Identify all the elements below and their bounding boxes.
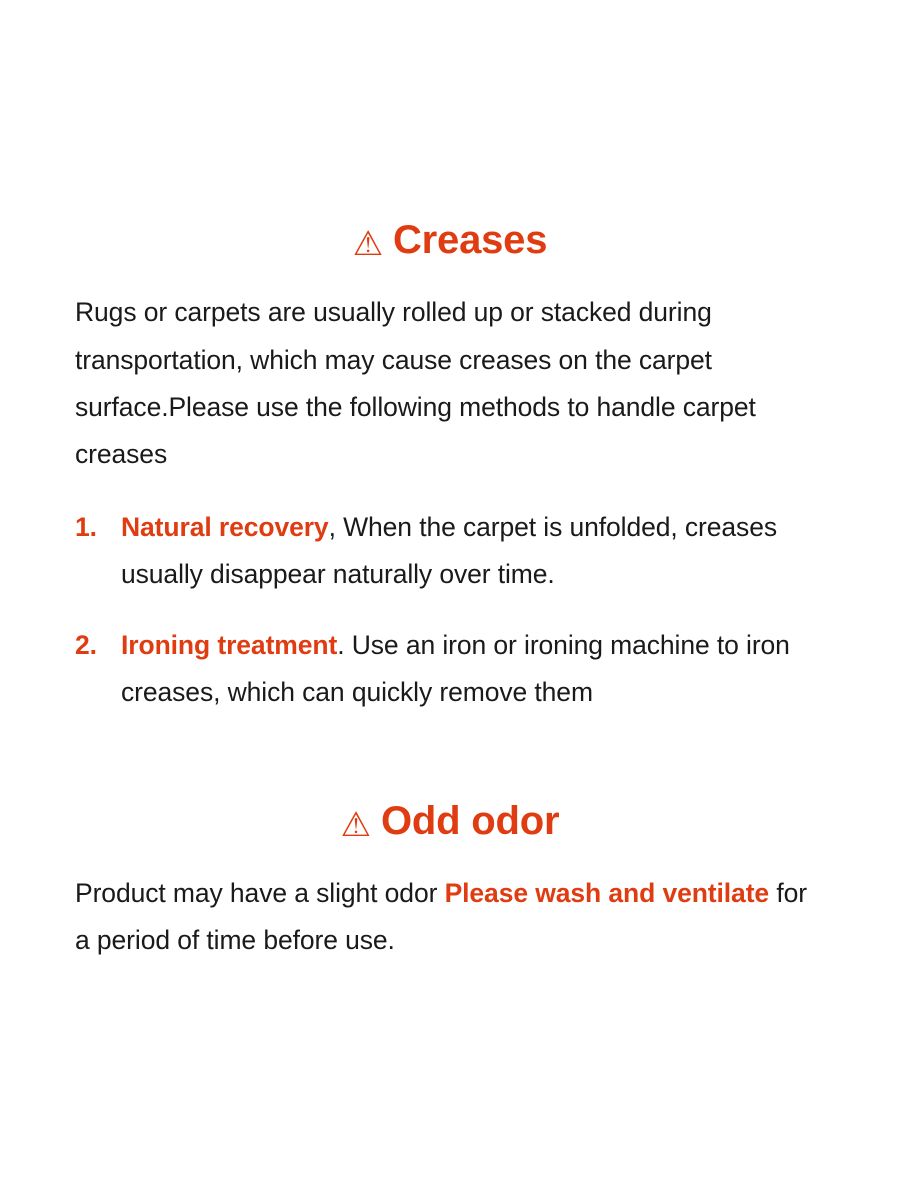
creases-heading [75,218,825,263]
creases-method-list [75,478,825,717]
creases-intro-paragraph: Rugs or carpets are usually rolled up or stacked during transportation, which may cause creases on the carpet surface.Please use the following methods to handle carpet creases [75,297,756,469]
list-item [75,622,825,716]
section-odd-odor [75,717,825,965]
odd-odor-tail-text: for a period of time before use. [75,878,807,956]
list-item-number: 2. [75,630,97,661]
odd-odor-accent-text: Please wash and ventilate [444,878,770,909]
list-item-term: Natural recovery [121,512,329,543]
odd-odor-lead-text: Product may have a slight odor [75,878,445,909]
section-creases [75,0,825,717]
odd-odor-heading-text: Odd odor [380,798,560,843]
list-item [75,504,825,598]
list-item-text: , When the carpet is unfolded, creases usually disappear naturally over time. [121,512,777,590]
warning-triangle-icon: ⚠ [352,225,383,263]
creases-heading-text: Creases [392,218,548,262]
list-item-term: Ironing treatment [121,630,338,661]
odd-odor-paragraph [75,844,825,964]
odd-odor-heading [75,799,825,844]
list-item-number: 1. [75,512,97,543]
warning-triangle-icon: ⚠ [340,805,371,844]
list-item-text: . Use an iron or ironing machine to iron creases, which can quickly remove them [121,630,790,708]
